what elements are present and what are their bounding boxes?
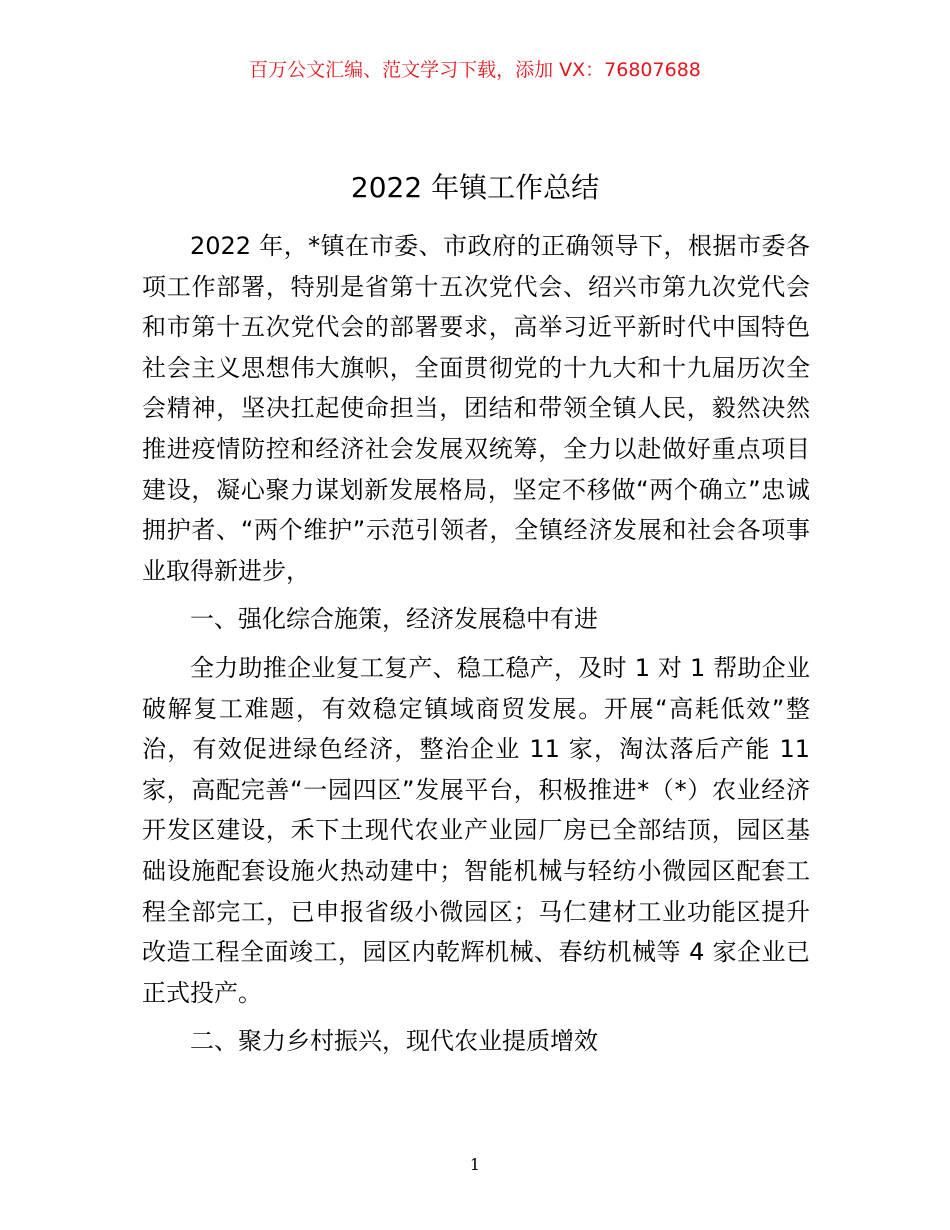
promo-banner: 百万公文汇编、范文学习下载，添加 VX：76807688: [249, 59, 701, 81]
section-heading-2: 二、聚力乡村振兴，现代农业提质增效: [190, 1027, 598, 1056]
intro-paragraph: 2022 年，*镇在市委、市政府的正确领导下，根据市委各项工作部署，特别是省第十五次党代会、绍兴市第九次党代会和市第十五次党代会的部署要求，高举习近平新时代中国特色社会主义思想伟大旗帜，全面贯彻党的十九大和十九届历次全会精神，坚决扛起使命担当，团结和带领全镇人民，毅然决然推进疫情防控和经济社会发展双统筹，全力以赴做好重点项目建设，凝心聚力谋划新发展格局，坚定不移做“两个确立”忠诚拥护者、“两个维护”示范引领者，全镇经济发展和社会各项事业取得新进步，: [142, 232, 810, 585]
page-number: 1: [469, 1155, 481, 1174]
document-body: [142, 226, 810, 1062]
document-title: 2022 年镇工作总结: [350, 171, 600, 204]
section-heading-1: 一、强化综合施策，经济发展稳中有进: [190, 605, 598, 634]
section-1-paragraph: 全力助推企业复工复产、稳工稳产，及时 1 对 1 帮助企业破解复工难题，有效稳定镇域商贸发展。开展“高耗低效”整治，有效促进绿色经济，整治企业 11 家，淘汰落后产能 11 家，高配完善“一园四区”发展平台，积极推进*（*）农业经济开发区建设，禾下土现代农业产业园厂房已全部结顶，园区基础设施配套设施火热动建中；智能机械与轻纺小微园区配套工程全部完工，已申报省级小微园区；马仁建材工业功能区提升改造工程全面竣工，园区内乾辉机械、春纺机械等 4 家企业已正式投产。: [142, 653, 810, 1007]
